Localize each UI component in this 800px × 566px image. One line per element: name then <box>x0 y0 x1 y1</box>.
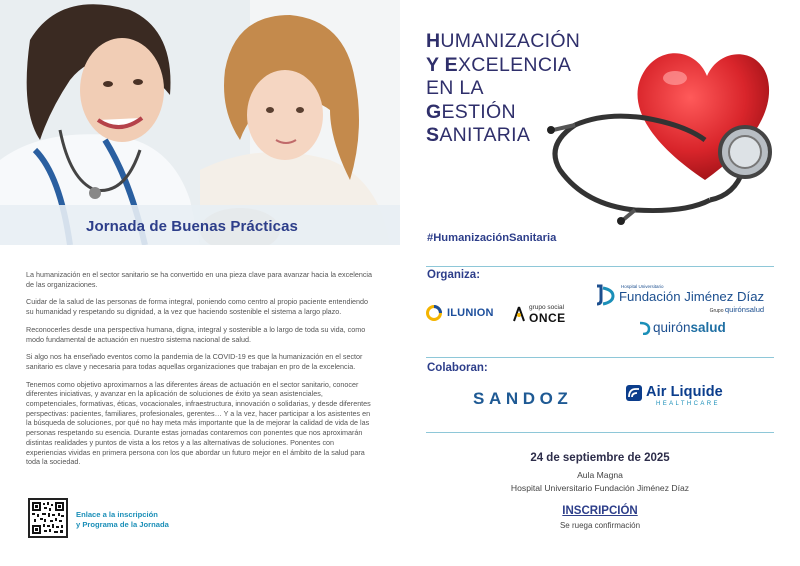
airliquide-sub: HEALTHCARE <box>656 400 720 407</box>
qr-code-icon <box>32 502 64 534</box>
colaboran-label: Colaboran: <box>427 362 488 374</box>
airliquide-name: Air Liquide <box>646 384 723 400</box>
paragraph: Tenemos como objetivo aproximarnos a las diferentes áreas de actuación en el sector sanitario, conocer diferentes iniciativas, y avanzar en la aplicación de soluciones de éxito ya sean asistenciales, competenciales, formativas, éticas, vocacionales, infraestructura, innovación o solidarias, y desde diferentes perspectivas: pacientes, familiares, profesionales, gerentes… Y a la vez, hacer participar a los asistentes en la búsqueda de soluciones, por qué no hay meta más importante que la de mejorar la calidad de vida de las personas respetando su esencia. Durante estas jornadas contaremos con ponentes que nos aproximarán distintas realidades y puntos de vista a los retos y a las alternativas de soluciones. Ponentes con experiencias vividas en primera persona con los que abordar un futuro mejor en el ámbito de la salud para toda la sociedad. <box>26 379 371 467</box>
inscripcion-note: Se ruega confirmación <box>559 521 641 530</box>
intro-text <box>26 270 376 475</box>
event-venue: Hospital Universitario Fundación Jiménez Díaz <box>510 483 690 493</box>
heart-stethoscope-icon <box>535 30 785 230</box>
ilunion-name: ILUNION <box>447 307 494 319</box>
paragraph: Reconocerles desde una perspectiva humana, digna, integral y sostenible a lo largo de toda su vida, como modo fundamental de actuación en nuestro sistema nacional de salud. <box>26 324 366 344</box>
airliquide-icon <box>626 385 642 401</box>
divider <box>426 357 774 358</box>
once-tagline: grupo social <box>529 304 565 311</box>
fjd-group: Grupo quirónsalud <box>709 305 765 314</box>
banner <box>0 205 400 245</box>
banner-title: Jornada de Buenas Prácticas <box>86 218 298 235</box>
quironsalud-icon <box>637 321 651 335</box>
paragraph: Cuidar de la salud de las personas de forma integral, poniendo como centro al propio paciente entendiendo su humanidad y respetando su dignidad, a la vez que haciendo sostenible el sistema a largo plazo. <box>26 297 369 317</box>
airliquide-logo <box>626 385 723 407</box>
right-panel <box>400 0 800 566</box>
organiza-label: Organiza: <box>427 269 481 281</box>
event-date: 24 de septiembre de 2025 <box>530 452 670 464</box>
quironsalud-name: quirónsalud <box>653 320 726 335</box>
registration-link[interactable] <box>76 510 169 530</box>
fjd-logo <box>593 284 764 314</box>
title-line: SANITARIA <box>426 124 531 146</box>
once-name: ONCE <box>529 310 566 325</box>
fjd-name: Fundación Jiménez Díaz <box>619 289 765 304</box>
title-line: EN LA <box>426 77 484 99</box>
title-line: Y EXCELENCIA <box>426 53 572 76</box>
title-line: GESTIÓN <box>426 100 516 123</box>
ilunion-logo <box>426 305 494 321</box>
event-info <box>426 452 774 530</box>
once-logo <box>513 305 566 324</box>
qr-code[interactable] <box>28 498 68 538</box>
once-icon <box>513 306 525 322</box>
fjd-icon <box>593 284 615 306</box>
hashtag: #HumanizaciónSanitaria <box>427 232 557 244</box>
title-line: HUMANIZACIÓN <box>426 30 581 52</box>
quironsalud-logo <box>637 320 726 335</box>
paragraph: La humanización en el sector sanitario se ha convertido en una pieza clave para avanzar hacia la excelencia de las organizaciones. <box>26 270 373 289</box>
fjd-subtitle: Hospital Universitario <box>621 284 664 289</box>
sandoz-logo: SANDOZ <box>473 389 573 408</box>
divider <box>426 432 774 433</box>
registration-link-line2: y Programa de la Jornada <box>76 520 169 529</box>
cover-photo <box>0 0 400 245</box>
paragraph: Si algo nos ha enseñado eventos como la pandemia de la COVID-19 es que la humanización en el sector sanitario es clave y necesaria para todas aquellas organizaciones que trabajan en pro de la excelencia. <box>26 352 363 371</box>
registration-link-line1: Enlace a la inscripción <box>76 510 158 519</box>
inscripcion-link[interactable]: INSCRIPCIÓN <box>562 505 638 517</box>
ilunion-icon <box>426 305 442 321</box>
event-room: Aula Magna <box>577 470 623 480</box>
divider <box>426 266 774 267</box>
